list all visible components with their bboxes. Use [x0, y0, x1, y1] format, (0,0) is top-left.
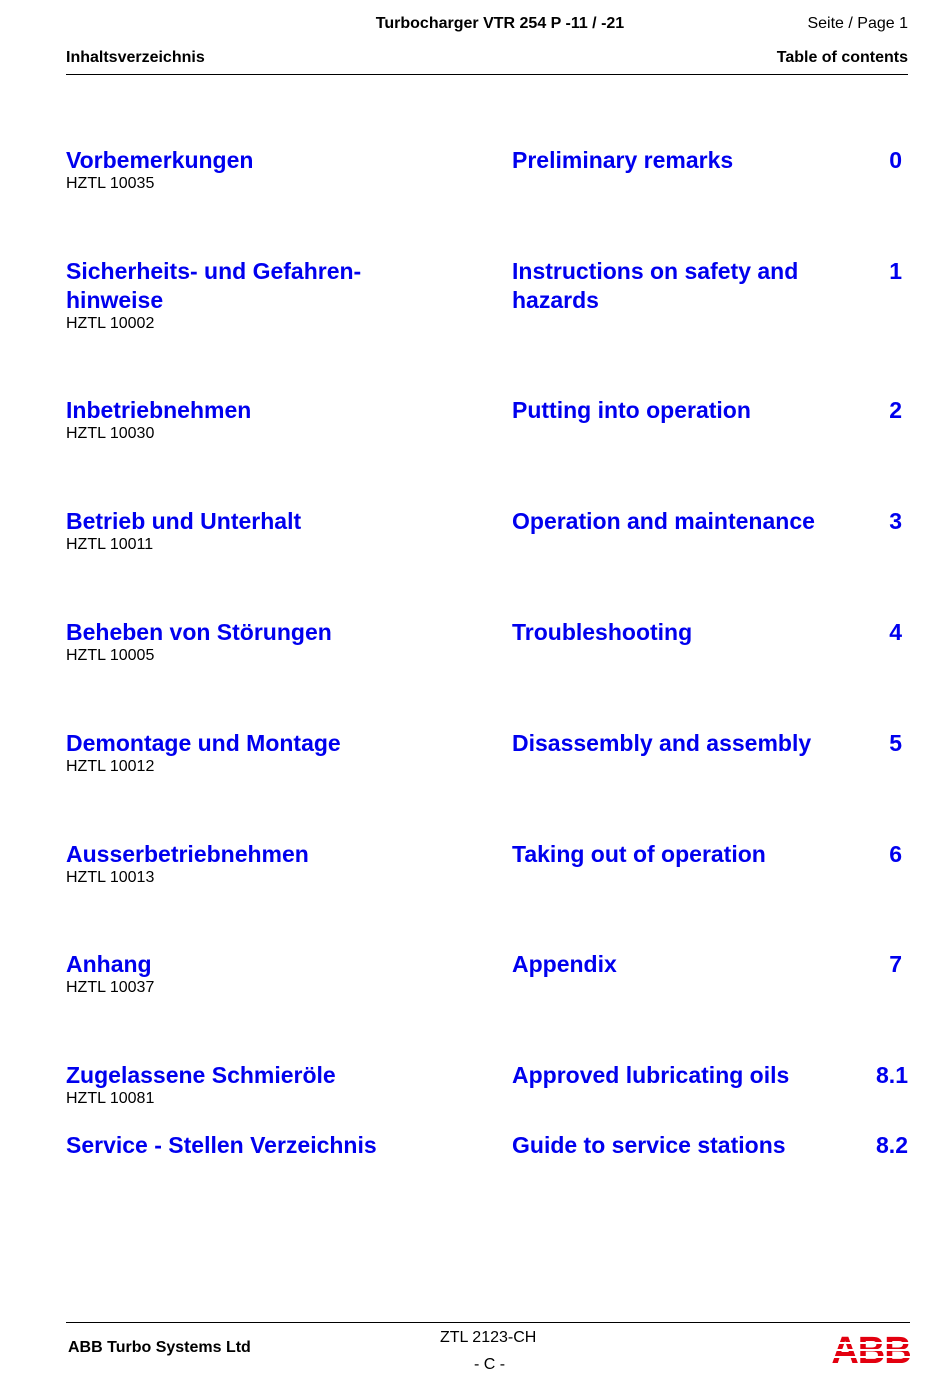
- toc-code: HZTL 10030: [66, 425, 155, 442]
- toc-section-number[interactable]: 1: [889, 258, 902, 284]
- document-number: ZTL 2123-CH: [440, 1329, 537, 1346]
- section-title-de: Inhaltsverzeichnis: [66, 49, 205, 66]
- toc-code: HZTL 10002: [66, 315, 155, 332]
- toc-title-de[interactable]: Sicherheits- und Gefahren- hinweise: [66, 258, 362, 313]
- footer-divider: [66, 1322, 910, 1323]
- toc-title-en[interactable]: Disassembly and assembly: [512, 730, 812, 756]
- toc-title-en[interactable]: Taking out of operation: [512, 841, 766, 867]
- toc-section-number[interactable]: 8.2: [876, 1132, 908, 1158]
- toc-title-de[interactable]: Vorbemerkungen: [66, 147, 254, 173]
- toc-code: HZTL 10037: [66, 979, 155, 996]
- abb-logo: [832, 1332, 910, 1366]
- toc-title-de[interactable]: Beheben von Störungen: [66, 619, 332, 645]
- toc-title-de[interactable]: Service - Stellen Verzeichnis: [66, 1132, 377, 1158]
- toc-title-en[interactable]: Approved lubricating oils: [512, 1062, 790, 1088]
- revision-label: - C -: [474, 1356, 506, 1373]
- toc-section-number[interactable]: 7: [889, 951, 902, 977]
- section-title-en: Table of contents: [776, 49, 908, 66]
- toc-section-number[interactable]: 3: [889, 508, 902, 534]
- toc-title-de[interactable]: Anhang: [66, 951, 152, 977]
- toc-title-en[interactable]: Preliminary remarks: [512, 147, 734, 173]
- toc-code: HZTL 10013: [66, 869, 155, 886]
- toc-section-number[interactable]: 8.1: [876, 1062, 908, 1088]
- toc-title-de[interactable]: Betrieb und Unterhalt: [66, 508, 302, 534]
- toc-title-en[interactable]: Guide to service stations: [512, 1132, 786, 1158]
- toc-title-de[interactable]: Zugelassene Schmieröle: [66, 1062, 336, 1088]
- toc-code: HZTL 10005: [66, 647, 155, 664]
- toc-title-en[interactable]: Troubleshooting: [512, 619, 693, 645]
- toc-section-number[interactable]: 0: [889, 147, 902, 173]
- toc-title-en[interactable]: Putting into operation: [512, 397, 751, 423]
- page-number: Seite / Page 1: [807, 15, 908, 32]
- toc-section-number[interactable]: 5: [889, 730, 902, 756]
- toc-title-de[interactable]: Ausserbetriebnehmen: [66, 841, 309, 867]
- company-name: ABB Turbo Systems Ltd: [68, 1339, 251, 1356]
- toc-section-number[interactable]: 2: [889, 397, 902, 423]
- toc-title-de[interactable]: Inbetriebnehmen: [66, 397, 252, 423]
- toc-title-en[interactable]: Instructions on safety and hazards: [512, 258, 799, 313]
- toc-code: HZTL 10081: [66, 1090, 155, 1107]
- toc-section-number[interactable]: 6: [889, 841, 902, 867]
- toc-code: HZTL 10011: [66, 536, 154, 553]
- toc-title-de[interactable]: Demontage und Montage: [66, 730, 341, 756]
- toc-section-number[interactable]: 4: [889, 619, 902, 645]
- document-title: Turbocharger VTR 254 P -11 / -21: [375, 15, 625, 32]
- toc-code: HZTL 10012: [66, 758, 155, 775]
- toc-code: HZTL 10035: [66, 175, 155, 192]
- toc-title-en[interactable]: Appendix: [512, 951, 617, 977]
- toc-title-en[interactable]: Operation and maintenance: [512, 508, 815, 534]
- header-divider: [66, 74, 908, 75]
